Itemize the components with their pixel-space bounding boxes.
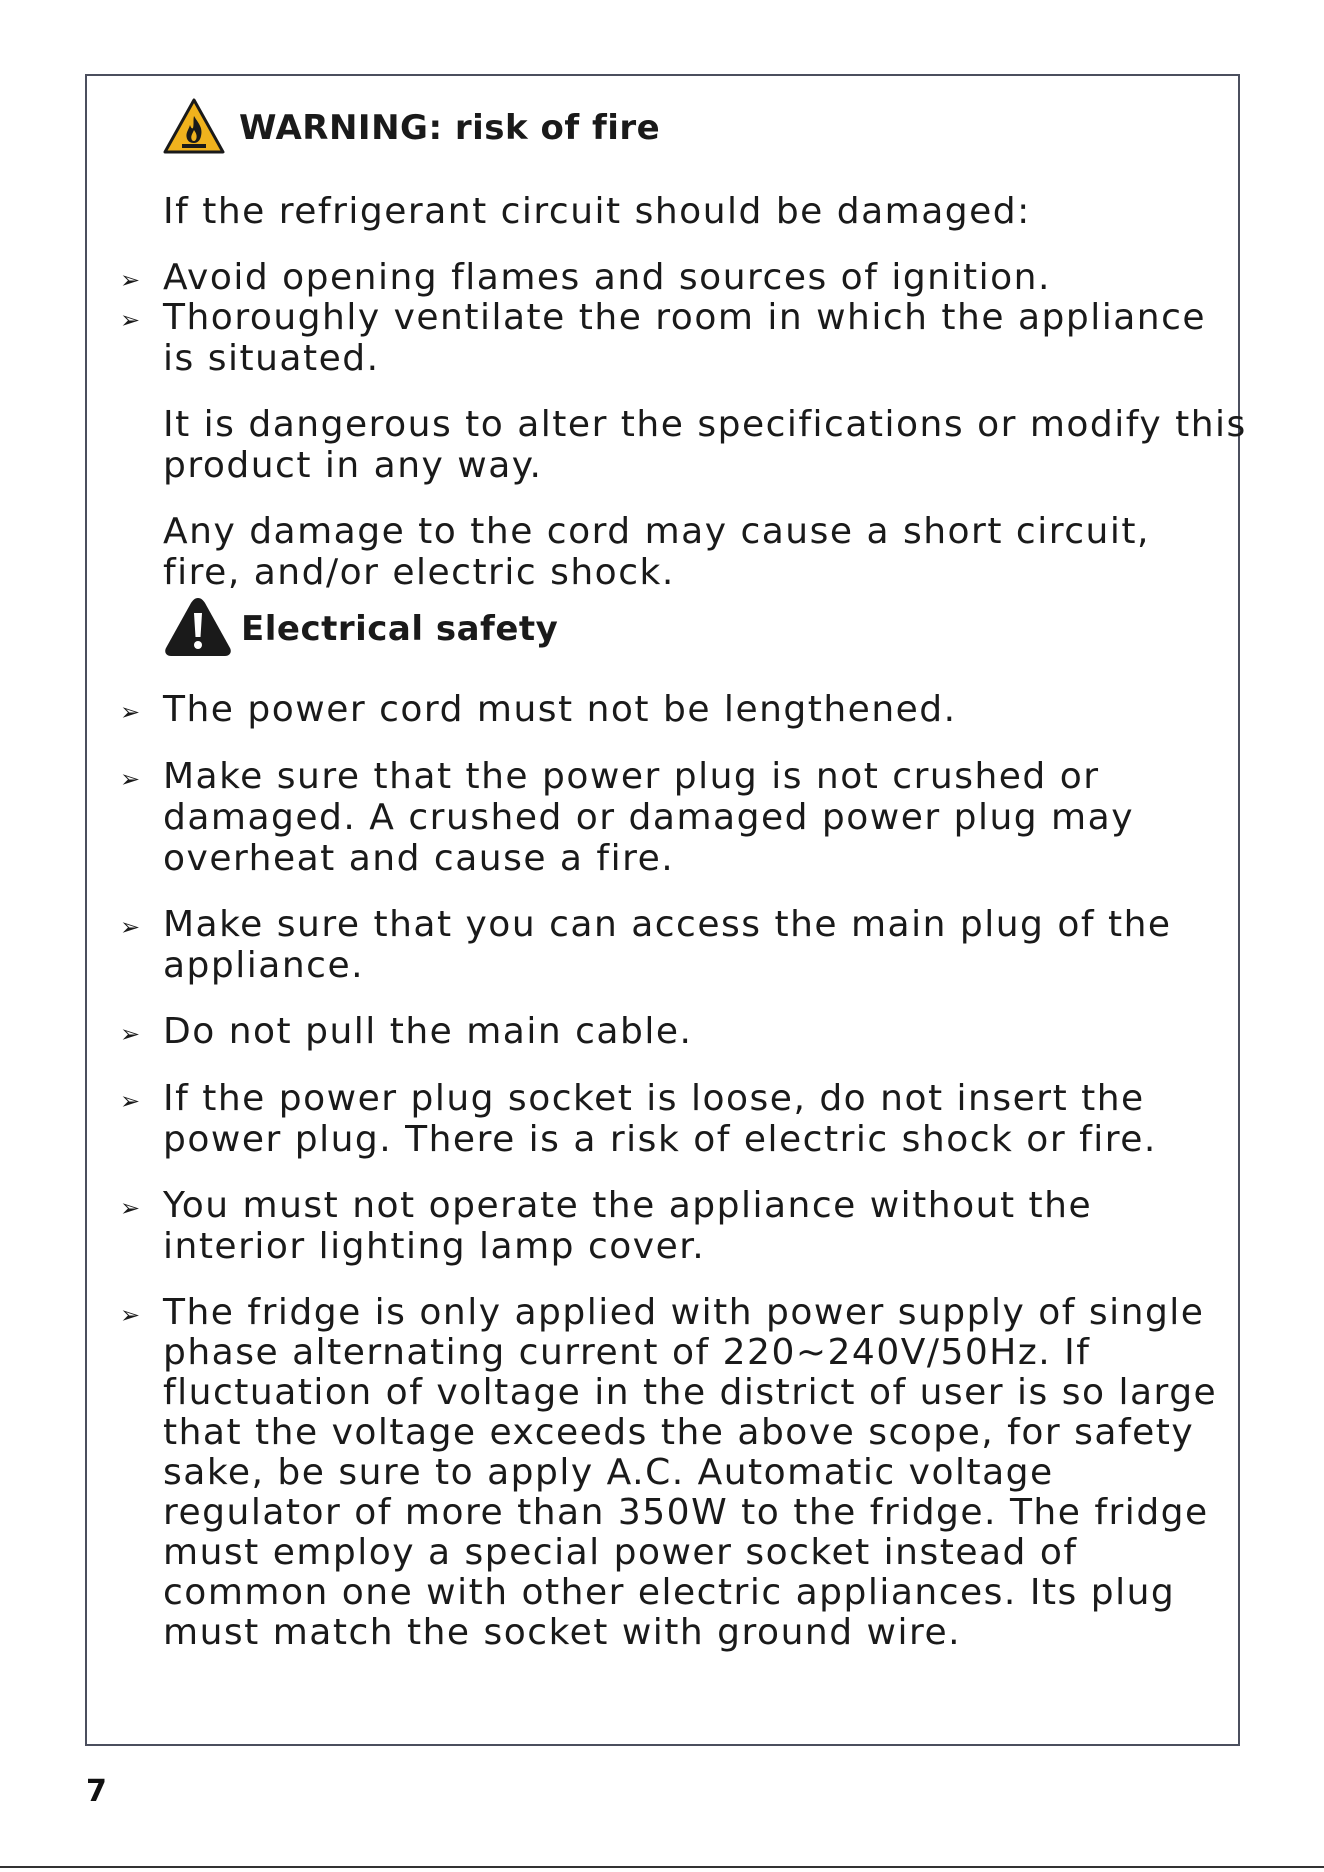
warning-bullet-2-line-1: Thoroughly ventilate the room in which the appliance [163,297,1207,338]
warning-bullet-2-line-2: is situated. [163,338,380,379]
warning-paragraph-2-line-2: fire, and/or electric shock. [163,552,675,593]
electrical-bullet-7-line-7: must employ a special power socket instead of [163,1532,1078,1573]
warning-paragraph-1-line-1: It is dangerous to alter the specifications or modify this [163,404,1247,445]
electrical-bullet-4-line-1: Do not pull the main cable. [163,1011,693,1052]
bullet-arrow-icon: ➢ [120,698,141,726]
bullet-arrow-icon: ➢ [120,266,141,294]
bullet-arrow-icon: ➢ [120,765,141,793]
electrical-bullet-7-line-5: sake, be sure to apply A.C. Automatic voltage [163,1452,1054,1493]
bullet-arrow-icon: ➢ [120,306,141,334]
electrical-bullet-7-line-6: regulator of more than 350W to the fridge. The fridge [163,1492,1209,1533]
electrical-bullet-2-line-1: Make sure that the power plug is not crushed or [163,756,1100,797]
electrical-bullet-7-line-8: common one with other electric appliances. Its plug [163,1572,1176,1613]
bullet-arrow-icon: ➢ [120,1194,141,1222]
electrical-safety-title: Electrical safety [241,609,559,649]
fire-warning-title: WARNING: risk of fire [239,108,661,148]
electrical-bullet-7-line-9: must match the socket with ground wire. [163,1612,962,1653]
bullet-arrow-icon: ➢ [120,913,141,941]
exclamation-warning-icon [163,596,233,662]
bullet-arrow-icon: ➢ [120,1020,141,1048]
electrical-bullet-3-line-1: Make sure that you can access the main plug of the [163,904,1172,945]
electrical-bullet-7-line-3: fluctuation of voltage in the district of user is so large [163,1372,1218,1413]
fire-warning-intro: If the refrigerant circuit should be damaged: [163,191,1031,232]
electrical-bullet-6-line-1: You must not operate the appliance without the [163,1185,1093,1226]
electrical-bullet-7-line-4: that the voltage exceeds the above scope, for safety [163,1412,1195,1453]
electrical-bullet-2-line-2: damaged. A crushed or damaged power plug may [163,797,1134,838]
warning-paragraph-1-line-2: product in any way. [163,445,543,486]
bottom-rule [0,1866,1324,1868]
electrical-bullet-3-line-2: appliance. [163,945,365,986]
electrical-safety-heading [163,596,558,662]
fire-warning-icon [163,98,225,158]
fire-warning-heading [163,98,660,158]
electrical-bullet-7-line-2: phase alternating current of 220~240V/50Hz. If [163,1332,1091,1373]
warning-bullet-1-line-1: Avoid opening flames and sources of ignition. [163,257,1051,298]
bullet-arrow-icon: ➢ [120,1087,141,1115]
page-number: 7 [86,1774,107,1809]
electrical-bullet-5-line-1: If the power plug socket is loose, do not insert the [163,1078,1145,1119]
bullet-arrow-icon: ➢ [120,1301,141,1329]
warning-paragraph-2-line-1: Any damage to the cord may cause a short circuit, [163,511,1150,552]
electrical-bullet-5-line-2: power plug. There is a risk of electric shock or fire. [163,1119,1157,1160]
electrical-bullet-6-line-2: interior lighting lamp cover. [163,1226,706,1267]
electrical-bullet-7-line-1: The fridge is only applied with power supply of single [163,1292,1205,1333]
electrical-bullet-1-line-1: The power cord must not be lengthened. [163,689,957,730]
electrical-bullet-2-line-3: overheat and cause a fire. [163,838,675,879]
